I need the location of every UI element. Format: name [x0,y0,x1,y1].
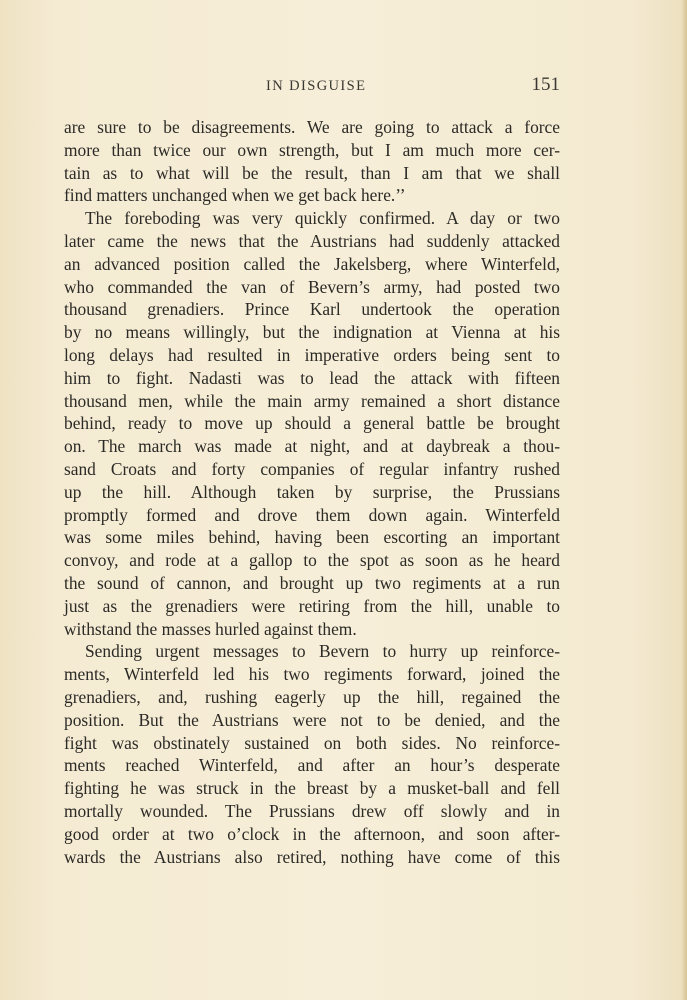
text-line: tain as to what will be the result, than I am that we shall [64,162,560,183]
text-line: ments reached Winterfeld, and after an hour’s desperate [64,755,560,776]
text-line: an advanced position called the Jakelsberg, where Winterfeld, [64,253,560,274]
body-text [64,116,560,868]
text-line: position. But the Austrians were not to be denied, and the [64,709,560,730]
text-line: ments, Winterfeld led his two regiments forward, joined the [64,664,560,685]
text-line: fight was obstinately sustained on both sides. No reinforce- [64,732,560,753]
text-line: promptly formed and drove them down again. Winterfeld [64,504,560,525]
text-line: him to fight. Nadasti was to lead the attack with fifteen [64,367,560,388]
page-number: 151 [531,74,560,95]
text-line: are sure to be disagreements. We are going to attack a force [64,117,560,137]
text-line: withstand the masses hurled against them. [64,618,357,639]
text-line: up the hill. Although taken by surprise, the Prussians [64,481,560,502]
text-line: grenadiers, and, rushing eagerly up the hill, regained the [64,686,560,707]
running-head [64,74,560,100]
text-line: convoy, and rode at a gallop to the spot as soon as he heard [64,550,560,571]
page-edge-shadow [681,0,687,1000]
running-title: IN DISGUISE [266,78,367,94]
text-line: on. The march was made at night, and at daybreak a thou- [64,436,560,457]
text-line: more than twice our own strength, but I am much more cer- [64,139,560,160]
text-line: sand Croats and forty companies of regular infantry rushed [64,458,560,479]
text-line: mortally wounded. The Prussians drew off slowly and in [64,800,560,821]
text-line: thousand grenadiers. Prince Karl undertook the operation [64,299,560,320]
text-line: good order at two o’clock in the afternoon, and soon after- [64,823,560,844]
text-line: later came the news that the Austrians had suddenly attacked [64,230,560,251]
paragraph-start-line: The foreboding was very quickly confirmed. A day or two [85,208,560,229]
text-line: thousand men, while the main army remained a short distance [64,390,560,411]
text-line: fighting he was struck in the breast by a musket-ball and fell [64,778,560,799]
text-line: find matters unchanged when we get back here.’’ [64,185,406,206]
text-line: who commanded the van of Bevern’s army, had posted two [64,276,560,297]
text-line: wards the Austrians also retired, nothing have come of this [64,846,560,867]
text-line: was some miles behind, having been escorting an important [64,527,560,548]
text-line: long delays had resulted in imperative orders being sent to [64,344,560,365]
text-line: the sound of cannon, and brought up two regiments at a run [64,572,560,593]
text-line: behind, ready to move up should a general battle be brought [64,413,560,434]
text-line: just as the grenadiers were retiring from the hill, unable to [64,595,560,616]
paragraph-start-line: Sending urgent messages to Bevern to hurry up reinforce- [85,641,560,662]
text-line: by no means willingly, but the indignation at Vienna at his [64,322,560,343]
